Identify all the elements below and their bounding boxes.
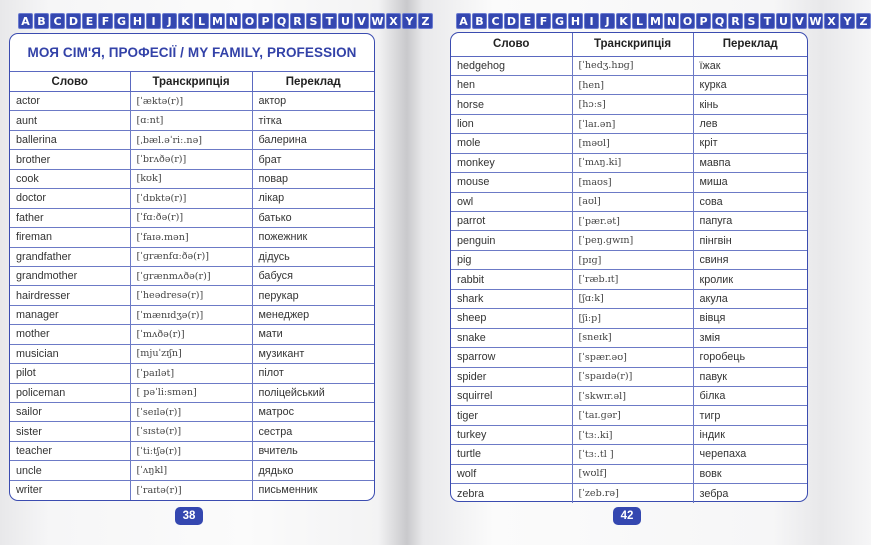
- table-row: [451, 445, 807, 464]
- transcription-cell: [mjuˈzɪʃn]: [130, 344, 252, 363]
- table-row: [10, 266, 374, 285]
- transcription-cell: [ pəˈliːsmən]: [130, 383, 252, 402]
- translation-cell: тітка: [252, 111, 374, 130]
- translation-cell: пінгвін: [693, 231, 807, 250]
- word-cell: manager: [10, 305, 130, 324]
- table-row: [451, 231, 807, 250]
- alphabet-letter: G: [552, 13, 567, 29]
- word-cell: tiger: [451, 406, 572, 425]
- alphabet-letter: X: [386, 13, 401, 29]
- transcription-cell: [wʊlf]: [572, 464, 693, 483]
- alphabet-letter: L: [632, 13, 647, 29]
- translation-cell: курка: [693, 75, 807, 94]
- translation-cell: пілот: [252, 364, 374, 383]
- table-row: [10, 228, 374, 247]
- translation-cell: перукар: [252, 286, 374, 305]
- table-row: [451, 153, 807, 172]
- alphabet-letter: S: [744, 13, 759, 29]
- alphabet-letter: G: [114, 13, 129, 29]
- transcription-cell: [ˈbrʌðə(r)]: [130, 150, 252, 169]
- translation-cell: письменник: [258, 484, 318, 497]
- word-cell: grandfather: [10, 247, 130, 266]
- word-cell: hen: [451, 75, 572, 94]
- word-cell: doctor: [10, 189, 130, 208]
- table-row: [451, 250, 807, 269]
- translation-cell: лев: [693, 114, 807, 133]
- alphabet-letter: C: [50, 13, 65, 29]
- word-cell: uncle: [10, 461, 130, 480]
- table-row: [451, 75, 807, 94]
- alphabet-letter: O: [242, 13, 257, 29]
- transcription-cell: [ˌbæl.əˈriː.nə]: [130, 130, 252, 149]
- translation-cell: музикант: [252, 344, 374, 363]
- word-cell: lion: [451, 114, 572, 133]
- translation-cell: білка: [693, 386, 807, 405]
- column-header-word: Слово: [10, 72, 130, 92]
- translation-cell: пожежник: [252, 228, 374, 247]
- alphabet-letter: E: [82, 13, 97, 29]
- alphabet-letter: I: [584, 13, 599, 29]
- table-row: [451, 56, 807, 75]
- transcription-cell: [ˈmʌðə(r)]: [130, 325, 252, 344]
- alphabet-letter: Y: [402, 13, 417, 29]
- word-cell: pilot: [10, 364, 130, 383]
- page-number: 38: [175, 507, 203, 525]
- section-title: МОЯ СІМ'Я, ПРОФЕСІЇ / MY FAMILY, PROFESSION: [27, 44, 357, 60]
- table-row: [451, 406, 807, 425]
- alphabet-letter: J: [162, 13, 177, 29]
- alphabet-letter: N: [226, 13, 241, 29]
- alphabet-letter: B: [472, 13, 487, 29]
- alphabet-letter: B: [34, 13, 49, 29]
- transcription-cell: [ˈpeŋ.ɡwɪn]: [572, 231, 693, 250]
- transcription-cell: [ˈdɒktə(r)]: [130, 189, 252, 208]
- transcription-cell: [ɑːnt]: [130, 111, 252, 130]
- transcription-cell: [ˈtɜː.ki]: [572, 425, 693, 444]
- transcription-cell: [pɪɡ]: [572, 250, 693, 269]
- vocabulary-card: [9, 33, 375, 501]
- translation-cell: поліцейський: [252, 383, 374, 402]
- translation-cell: сова: [693, 192, 807, 211]
- translation-cell: індик: [693, 425, 807, 444]
- word-cell: mole: [451, 134, 572, 153]
- transcription-cell: [ˈhedʒ.hɒɡ]: [572, 56, 693, 75]
- table-row: [451, 95, 807, 114]
- table-row: [10, 92, 374, 111]
- column-header-transcription: Транскрипція: [572, 33, 693, 56]
- translation-cell: мавпа: [693, 153, 807, 172]
- alphabet-letter: R: [728, 13, 743, 29]
- transcription-cell: [ʃɑːk]: [572, 289, 693, 308]
- transcription-cell: [hen]: [572, 75, 693, 94]
- translation-cell: вчитель: [252, 441, 374, 460]
- right-page: [430, 0, 868, 545]
- transcription-cell: [ˈskwɪr.əl]: [572, 386, 693, 405]
- word-cell: mother: [10, 325, 130, 344]
- table-row: [451, 386, 807, 405]
- translation-cell: балерина: [252, 130, 374, 149]
- table-row: [10, 130, 374, 149]
- word-cell: musician: [10, 344, 130, 363]
- word-cell: pig: [451, 250, 572, 269]
- alphabet-letter: Q: [274, 13, 289, 29]
- transcription-cell: [ˈlaɪ.ən]: [572, 114, 693, 133]
- alphabet-letter: P: [696, 13, 711, 29]
- word-cell: policeman: [10, 383, 130, 402]
- table-row: [10, 480, 374, 499]
- translation-cell: вівця: [693, 309, 807, 328]
- transcription-cell: [ˈtɜː.tl ]: [572, 445, 693, 464]
- table-row: [451, 348, 807, 367]
- translation-cell: дідусь: [252, 247, 374, 266]
- word-cell: sheep: [451, 309, 572, 328]
- transcription-cell: [sneɪk]: [572, 328, 693, 347]
- alphabet-strip: [18, 13, 433, 29]
- transcription-cell: [ˈɡrænfɑːðə(r)]: [130, 247, 252, 266]
- transcription-cell: [ˈmænɪdʒə(r)]: [130, 305, 252, 324]
- alphabet-letter: D: [504, 13, 519, 29]
- word-cell: squirrel: [451, 386, 572, 405]
- table-row: [451, 134, 807, 153]
- word-cell: zebra: [451, 484, 572, 503]
- page-number: 42: [613, 507, 641, 525]
- transcription-cell: [ˈseɪlə(r)]: [130, 403, 252, 422]
- table-row: [10, 403, 374, 422]
- word-cell: sailor: [10, 403, 130, 422]
- transcription-cell: [ˈsɪstə(r)]: [130, 422, 252, 441]
- left-page: [0, 0, 430, 545]
- alphabet-letter: I: [146, 13, 161, 29]
- translation-cell: дядько: [252, 461, 374, 480]
- translation-cell: брат: [252, 150, 374, 169]
- table-row: [451, 425, 807, 444]
- word-cell: brother: [10, 150, 130, 169]
- alphabet-letter: K: [616, 13, 631, 29]
- column-header-word: Слово: [451, 33, 572, 56]
- alphabet-letter: V: [792, 13, 807, 29]
- translation-cell: сестра: [252, 422, 374, 441]
- word-cell: turtle: [451, 445, 572, 464]
- translation-cell: свиня: [693, 250, 807, 269]
- transcription-cell: [ˈfɑːðə(r)]: [130, 208, 252, 227]
- alphabet-letter: F: [536, 13, 551, 29]
- word-cell: rabbit: [451, 270, 572, 289]
- table-row: [451, 270, 807, 289]
- word-cell: actor: [10, 92, 130, 111]
- table-row: [10, 208, 374, 227]
- transcription-cell: [ˈtaɪ.ɡər]: [572, 406, 693, 425]
- alphabet-letter: A: [456, 13, 471, 29]
- transcription-cell: [hɔːs]: [572, 95, 693, 114]
- translation-cell: кролик: [693, 270, 807, 289]
- alphabet-letter: W: [809, 14, 822, 28]
- alphabet-letter: J: [600, 13, 615, 29]
- alphabet-letter: E: [520, 13, 535, 29]
- alphabet-letter: M: [648, 13, 663, 29]
- translation-cell: повар: [252, 169, 374, 188]
- translation-cell: миша: [693, 173, 807, 192]
- translation-cell: мати: [252, 325, 374, 344]
- column-header-transcription: Транскрипція: [130, 72, 252, 92]
- alphabet-letter: H: [568, 13, 583, 29]
- translation-cell: кінь: [693, 95, 807, 114]
- word-cell: parrot: [451, 212, 572, 231]
- translation-cell: лікар: [252, 189, 374, 208]
- translation-cell: кріт: [693, 134, 807, 153]
- vocabulary-table: [10, 71, 374, 500]
- word-cell: father: [10, 208, 130, 227]
- translation-cell: матрос: [252, 403, 374, 422]
- word-cell: monkey: [451, 153, 572, 172]
- transcription-cell: [ˈtiːtʃə(r)]: [130, 441, 252, 460]
- column-header-translation: Переклад: [693, 33, 807, 56]
- transcription-cell: [maʊs]: [572, 173, 693, 192]
- alphabet-letter: D: [66, 13, 81, 29]
- transcription-cell: [aʊl]: [572, 192, 693, 211]
- table-header-row: [451, 33, 807, 56]
- table-header-row: [10, 72, 374, 92]
- alphabet-letter: N: [664, 13, 679, 29]
- alphabet-letter: C: [488, 13, 503, 29]
- table-row: [10, 189, 374, 208]
- translation-cell: акула: [693, 289, 807, 308]
- word-cell: aunt: [10, 111, 130, 130]
- word-cell: cook: [10, 169, 130, 188]
- alphabet-letter: U: [776, 13, 791, 29]
- table-row: [10, 286, 374, 305]
- word-cell: fireman: [10, 228, 130, 247]
- table-row: [10, 383, 374, 402]
- table-row: [10, 325, 374, 344]
- table-row: [10, 169, 374, 188]
- table-row: [10, 364, 374, 383]
- transcription-cell: [ˈmʌŋ.ki]: [572, 153, 693, 172]
- transcription-cell: [ˈpaɪlət]: [130, 364, 252, 383]
- table-row: [451, 328, 807, 347]
- translation-cell: горобець: [693, 348, 807, 367]
- table-row: [451, 289, 807, 308]
- word-cell: horse: [451, 95, 572, 114]
- transcription-cell: [ˈfaɪə.mən]: [130, 228, 252, 247]
- table-row: [451, 309, 807, 328]
- table-row: [451, 464, 807, 483]
- transcription-cell: [ˈɡrænmʌðə(r)]: [130, 266, 252, 285]
- table-row: [451, 173, 807, 192]
- transcription-cell: [ˈraɪtə(r)]: [130, 480, 252, 499]
- alphabet-letter: Z: [856, 13, 871, 29]
- alphabet-letter: Y: [840, 13, 855, 29]
- word-cell: mouse: [451, 173, 572, 192]
- alphabet-letter: A: [18, 13, 33, 29]
- transcription-cell: [ˈæktə(r)]: [130, 92, 252, 111]
- word-cell: spider: [451, 367, 572, 386]
- alphabet-letter: K: [178, 13, 193, 29]
- table-row: [451, 484, 807, 503]
- translation-cell: батько: [252, 208, 374, 227]
- table-row: [10, 150, 374, 169]
- transcription-cell: [kʊk]: [130, 169, 252, 188]
- word-cell: sister: [10, 422, 130, 441]
- transcription-cell: [ˈpær.ət]: [572, 212, 693, 231]
- translation-cell: зебра: [699, 487, 729, 500]
- word-cell: teacher: [10, 441, 130, 460]
- transcription-cell: [ˈʌŋkl]: [130, 461, 252, 480]
- table-row: [451, 192, 807, 211]
- word-cell: hairdresser: [10, 286, 130, 305]
- alphabet-letter: O: [680, 13, 695, 29]
- transcription-cell: [ˈræb.ɪt]: [572, 270, 693, 289]
- alphabet-letter: L: [194, 13, 209, 29]
- table-row: [451, 367, 807, 386]
- translation-cell: актор: [252, 92, 374, 111]
- word-cell: hedgehog: [451, 56, 572, 75]
- word-cell: penguin: [451, 231, 572, 250]
- translation-cell: бабуся: [252, 266, 374, 285]
- alphabet-letter: F: [98, 13, 113, 29]
- word-cell: writer: [10, 480, 130, 499]
- alphabet-letter: H: [130, 13, 145, 29]
- word-cell: wolf: [451, 464, 572, 483]
- word-cell: ballerina: [10, 130, 130, 149]
- alphabet-letter: X: [824, 13, 839, 29]
- table-row: [10, 461, 374, 480]
- table-row: [10, 305, 374, 324]
- translation-cell: їжак: [693, 56, 807, 75]
- word-cell: turkey: [451, 425, 572, 444]
- table-row: [451, 212, 807, 231]
- transcription-cell: [ˈspaɪdə(r)]: [572, 367, 693, 386]
- alphabet-letter: V: [354, 13, 369, 29]
- word-cell: shark: [451, 289, 572, 308]
- transcription-cell: [ˈheədresə(r)]: [130, 286, 252, 305]
- translation-cell: павук: [693, 367, 807, 386]
- alphabet-letter: M: [210, 13, 225, 29]
- translation-cell: вовк: [693, 464, 807, 483]
- transcription-cell: [ʃiːp]: [572, 309, 693, 328]
- alphabet-letter: Q: [712, 13, 727, 29]
- translation-cell: папуга: [693, 212, 807, 231]
- translation-cell: змія: [693, 328, 807, 347]
- translation-cell: менеджер: [252, 305, 374, 324]
- word-cell: snake: [451, 328, 572, 347]
- transcription-cell: [məʊl]: [572, 134, 693, 153]
- table-row: [10, 344, 374, 363]
- alphabet-letter: R: [290, 13, 305, 29]
- vocabulary-table: [451, 33, 807, 503]
- table-row: [10, 422, 374, 441]
- translation-cell: тигр: [693, 406, 807, 425]
- word-cell: sparrow: [451, 348, 572, 367]
- alphabet-strip: [456, 13, 871, 29]
- word-cell: owl: [451, 192, 572, 211]
- alphabet-letter: T: [760, 13, 775, 29]
- column-header-translation: Переклад: [252, 72, 374, 92]
- transcription-cell: [ˈzeb.rə]: [572, 484, 693, 503]
- translation-cell: черепаха: [693, 445, 807, 464]
- table-row: [10, 247, 374, 266]
- alphabet-letter: U: [338, 13, 353, 29]
- transcription-cell: [ˈspær.əʊ]: [572, 348, 693, 367]
- alphabet-letter: W: [371, 14, 384, 28]
- word-cell: grandmother: [10, 266, 130, 285]
- alphabet-letter: P: [258, 13, 273, 29]
- table-row: [451, 114, 807, 133]
- alphabet-letter: Z: [418, 13, 433, 29]
- alphabet-letter: T: [322, 13, 337, 29]
- table-row: [10, 441, 374, 460]
- table-row: [10, 111, 374, 130]
- alphabet-letter: S: [306, 13, 321, 29]
- vocabulary-card: [450, 32, 808, 502]
